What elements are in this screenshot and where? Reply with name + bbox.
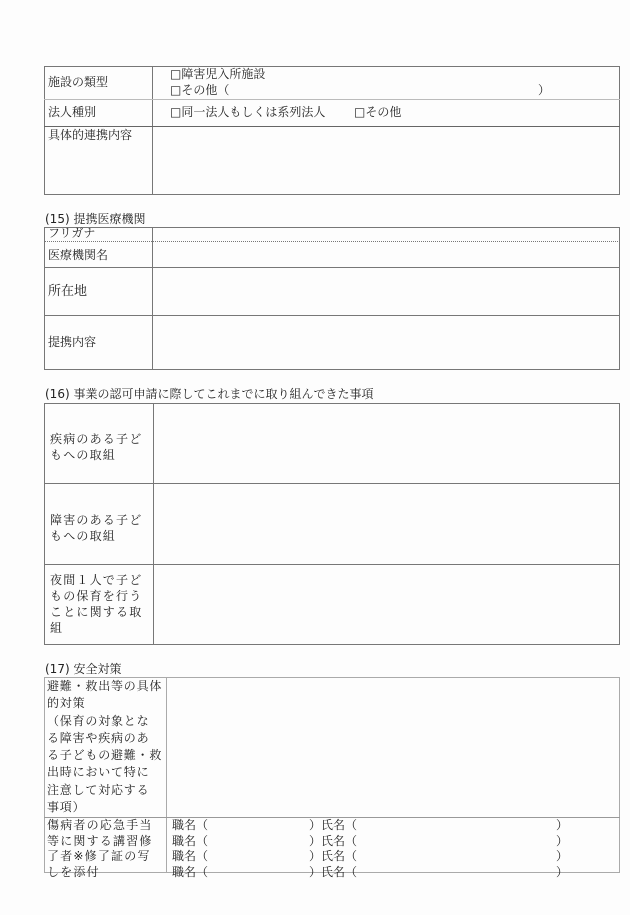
- name-label: 氏名（: [321, 864, 358, 879]
- section-16-title: (16) 事業の認可申請に際してこれまでに取り組んできた事項: [45, 387, 374, 401]
- corporation-type-label: 法人種別: [48, 105, 97, 119]
- name-field[interactable]: [364, 834, 554, 849]
- job-title-label: 職名（: [172, 849, 209, 863]
- facility-type-other-close-paren: ）: [538, 83, 551, 97]
- location-field[interactable]: [153, 268, 619, 314]
- job-title-close: ）: [309, 833, 322, 848]
- facility-type-label: 施設の類型: [48, 75, 109, 89]
- evacuation-measures-field[interactable]: [167, 678, 619, 816]
- facility-type-option-other[interactable]: □その他（: [170, 83, 230, 97]
- label-line: もへの取組: [50, 529, 117, 543]
- label-line: 注意して対応する: [47, 782, 150, 797]
- label-line: 障害のある子ど: [50, 513, 143, 527]
- label-line: る障害や疾病のあ: [47, 730, 150, 745]
- cooperation-details-label: 具体的連携内容: [48, 128, 133, 142]
- label-line: る子どもの避難・救: [47, 748, 163, 763]
- name-label: 氏名（: [321, 833, 358, 848]
- job-title-close: ）: [309, 818, 322, 832]
- facility-type-option-disabled-children[interactable]: □障害児入所施設: [170, 67, 266, 81]
- job-title-label: 職名（: [172, 833, 209, 848]
- label-line: 傷病者の応急手当: [47, 818, 153, 832]
- label-line: 疾病のある子ど: [50, 432, 143, 446]
- cooperation-details-field[interactable]: [153, 127, 619, 194]
- section-17-title: (17) 安全対策: [45, 662, 122, 676]
- institution-name-field[interactable]: [153, 242, 619, 266]
- corporation-type-option-same[interactable]: □同一法人もしくは系列法人: [170, 105, 326, 119]
- job-title-field[interactable]: [215, 865, 307, 873]
- job-title-label: 職名（: [172, 818, 209, 832]
- label-line: 等に関する講習修: [47, 833, 153, 848]
- furigana-field[interactable]: [153, 228, 619, 240]
- name-label: 氏名（: [321, 849, 358, 863]
- row-divider: [44, 99, 620, 100]
- name-field[interactable]: [364, 849, 554, 864]
- name-close: ）: [556, 833, 569, 848]
- job-title-label: 職名（: [172, 864, 209, 879]
- corporation-type-option-other[interactable]: □その他: [354, 105, 402, 119]
- job-title-close: ）: [309, 864, 322, 879]
- location-label: 所在地: [48, 284, 88, 299]
- job-title-close: ）: [309, 849, 322, 863]
- label-line: 了者※修了証の写: [47, 849, 151, 863]
- evacuation-measures-label: [47, 678, 162, 816]
- night-care-field[interactable]: [154, 565, 619, 644]
- disabled-children-label: [50, 512, 142, 544]
- label-line: 出時において特に: [47, 765, 150, 780]
- job-title-field[interactable]: [215, 818, 307, 833]
- label-line: 組: [50, 621, 64, 635]
- label-line: （保育の対象とな: [47, 713, 150, 728]
- section-15-title: (15) 提携医療機関: [45, 212, 146, 226]
- job-title-field[interactable]: [215, 849, 307, 864]
- name-close: ）: [556, 864, 569, 879]
- night-care-label: [50, 572, 142, 636]
- sick-children-field[interactable]: [154, 404, 619, 482]
- name-close: ）: [556, 849, 569, 863]
- name-label: 氏名（: [321, 818, 358, 832]
- partnership-field[interactable]: [153, 316, 619, 369]
- name-close: ）: [556, 818, 569, 832]
- label-line: 避難・救出等の具体: [47, 679, 163, 693]
- partnership-label: 提携内容: [48, 335, 97, 349]
- label-line: ことに関する取: [50, 605, 143, 619]
- name-field[interactable]: [364, 818, 554, 833]
- furigana-label: フリガナ: [48, 226, 96, 240]
- label-line: もの保育を行う: [50, 589, 143, 603]
- institution-name-label: 医療機関名: [48, 248, 109, 262]
- disabled-children-field[interactable]: [154, 484, 619, 563]
- label-line: 事項）: [47, 800, 86, 815]
- job-title-field[interactable]: [215, 834, 307, 849]
- name-field[interactable]: [364, 865, 554, 873]
- label-line: 的対策: [47, 696, 86, 711]
- label-line: 夜間１人で子ど: [50, 573, 143, 587]
- label-line: もへの取組: [50, 448, 117, 462]
- sick-children-label: [50, 431, 142, 463]
- first-aid-training-label: [47, 818, 153, 880]
- label-line: しを添付: [47, 864, 100, 879]
